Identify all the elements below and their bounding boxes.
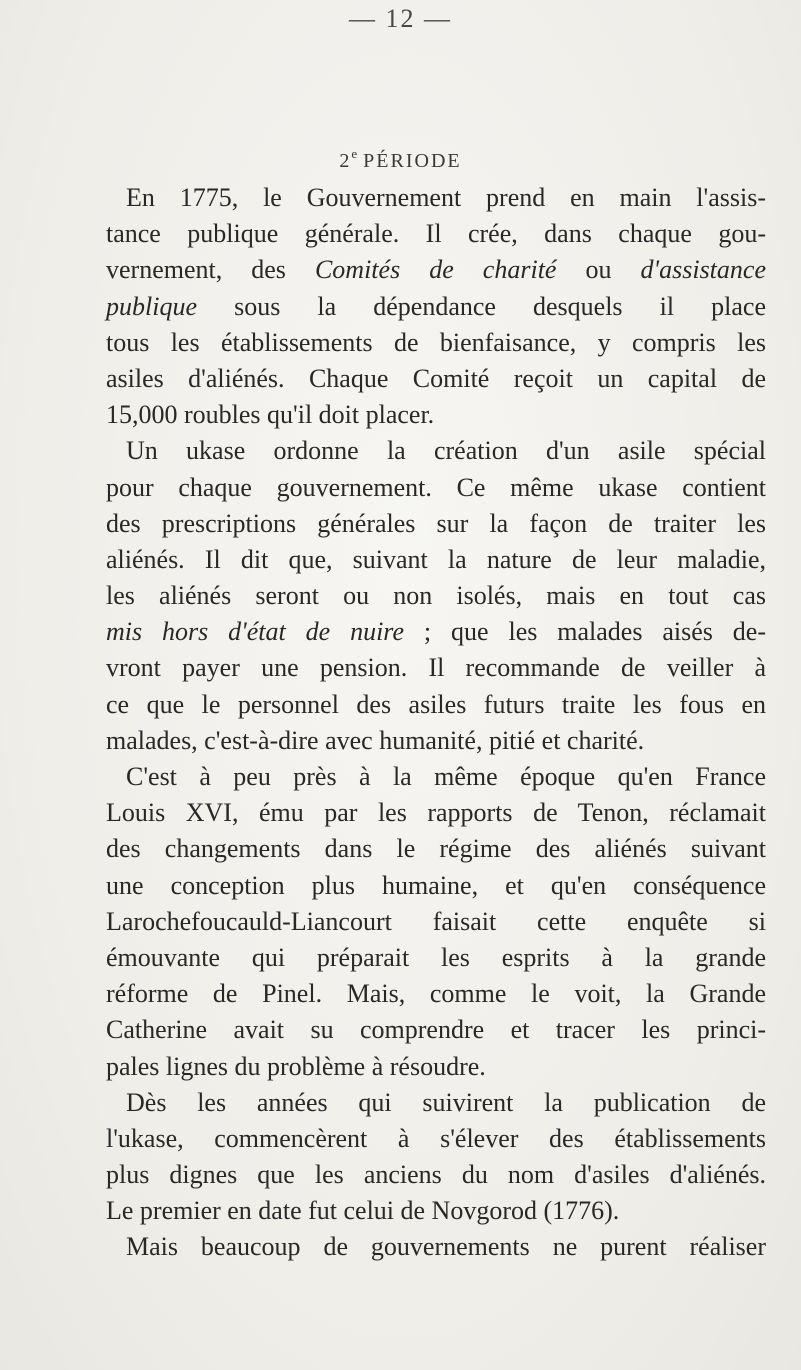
text-segment: ce que le personnel des asiles futurs traite les fous en — [106, 689, 766, 719]
text-segment: l'ukase, commencèrent à s'élever des établissements — [106, 1123, 766, 1153]
text-segment: Le premier en date fut celui de Novgorod (1776). — [106, 1196, 620, 1226]
text-segment: Mais beaucoup de gouvernements ne purent réaliser — [126, 1232, 766, 1262]
text-line — [106, 650, 766, 686]
text-segment: Catherine avait su comprendre et tracer les princi- — [106, 1015, 766, 1045]
text-line — [106, 1193, 766, 1229]
text-segment: pour chaque gouvernement. Ce même ukase contient — [106, 472, 766, 502]
text-segment: Louis XVI, ému par les rapports de Tenon, réclamait — [106, 798, 766, 828]
text-segment: des changements dans le régime des aliénés suivant — [106, 834, 766, 864]
text-line — [106, 506, 766, 542]
text-segment: ; que les malades aisés de- — [403, 617, 766, 647]
text-line — [106, 1121, 766, 1157]
text-line — [106, 723, 766, 759]
italic-text: publique — [106, 291, 197, 321]
italic-text: Comités de charité — [314, 255, 557, 285]
text-segment: tance publique générale. Il crée, dans chaque gou- — [106, 219, 766, 249]
text-line — [106, 1049, 766, 1085]
text-segment: sous la dépendance desquels il place — [197, 291, 766, 321]
text-segment: tous les établissements de bienfaisance, y compris les — [106, 327, 766, 357]
page-number: — 12 — — [349, 4, 452, 33]
text-line — [106, 180, 766, 216]
text-line — [106, 795, 766, 831]
text-line — [106, 325, 766, 361]
text-line — [106, 1085, 766, 1121]
heading-title: PÉRIODE — [363, 150, 462, 172]
text-segment: En 1775, le Gouvernement prend en main l'assis- — [126, 183, 766, 212]
text-line — [106, 542, 766, 578]
text-segment: asiles d'aliénés. Chaque Comité reçoit un capital de — [106, 363, 766, 393]
text-line — [106, 1229, 766, 1265]
text-segment: pales lignes du problème à résoudre. — [106, 1051, 486, 1081]
text-segment: ou — [556, 255, 641, 285]
text-line — [106, 759, 766, 795]
text-line — [106, 1012, 766, 1048]
text-line — [106, 289, 766, 325]
text-line — [106, 868, 766, 904]
text-line — [106, 1157, 766, 1193]
text-segment: les aliénés seront ou non isolés, mais en tout cas — [106, 581, 766, 611]
italic-text: mis hors d'état de nuire — [106, 617, 404, 647]
section-heading — [0, 146, 801, 173]
text-segment: une conception plus humaine, et qu'en conséquence — [106, 870, 766, 900]
text-segment: émouvante qui préparait les esprits à la grande — [106, 942, 766, 972]
text-segment: des prescriptions générales sur la façon de traiter les — [106, 508, 766, 538]
italic-text: d'assistance — [640, 255, 766, 285]
text-segment: vernement, des — [106, 255, 315, 285]
text-line — [106, 470, 766, 506]
text-line — [106, 216, 766, 252]
heading-ordinal: 2 — [339, 150, 352, 172]
text-segment: Un ukase ordonne la création d'un asile spécial — [126, 436, 766, 466]
text-segment: malades, c'est-à-dire avec humanité, pitié et charité. — [106, 725, 645, 755]
text-line — [106, 904, 766, 940]
text-line — [106, 614, 766, 650]
text-line — [106, 976, 766, 1012]
text-line — [106, 831, 766, 867]
text-line — [106, 433, 766, 469]
text-line — [106, 361, 766, 397]
text-segment: réforme de Pinel. Mais, comme le voit, la Grande — [106, 979, 766, 1009]
text-segment: Larochefoucauld-Liancourt faisait cette enquête si — [106, 906, 766, 936]
text-segment: 15,000 roubles qu'il doit placer. — [106, 400, 435, 430]
text-segment: C'est à peu près à la même époque qu'en France — [126, 762, 766, 791]
text-segment: vront payer une pension. Il recommande de veiller à — [106, 653, 766, 683]
body-text — [106, 180, 766, 1266]
text-line — [106, 397, 766, 433]
text-line — [106, 687, 766, 723]
text-segment: aliénés. Il dit que, suivant la nature de leur maladie, — [106, 544, 766, 574]
text-line — [106, 578, 766, 614]
text-segment: Dès les années qui suivirent la publication de — [126, 1087, 766, 1117]
text-segment: plus dignes que les anciens du nom d'asiles d'aliénés. — [106, 1160, 766, 1190]
heading-superscript: e — [351, 146, 360, 161]
text-line — [106, 940, 766, 976]
text-line — [106, 252, 766, 288]
